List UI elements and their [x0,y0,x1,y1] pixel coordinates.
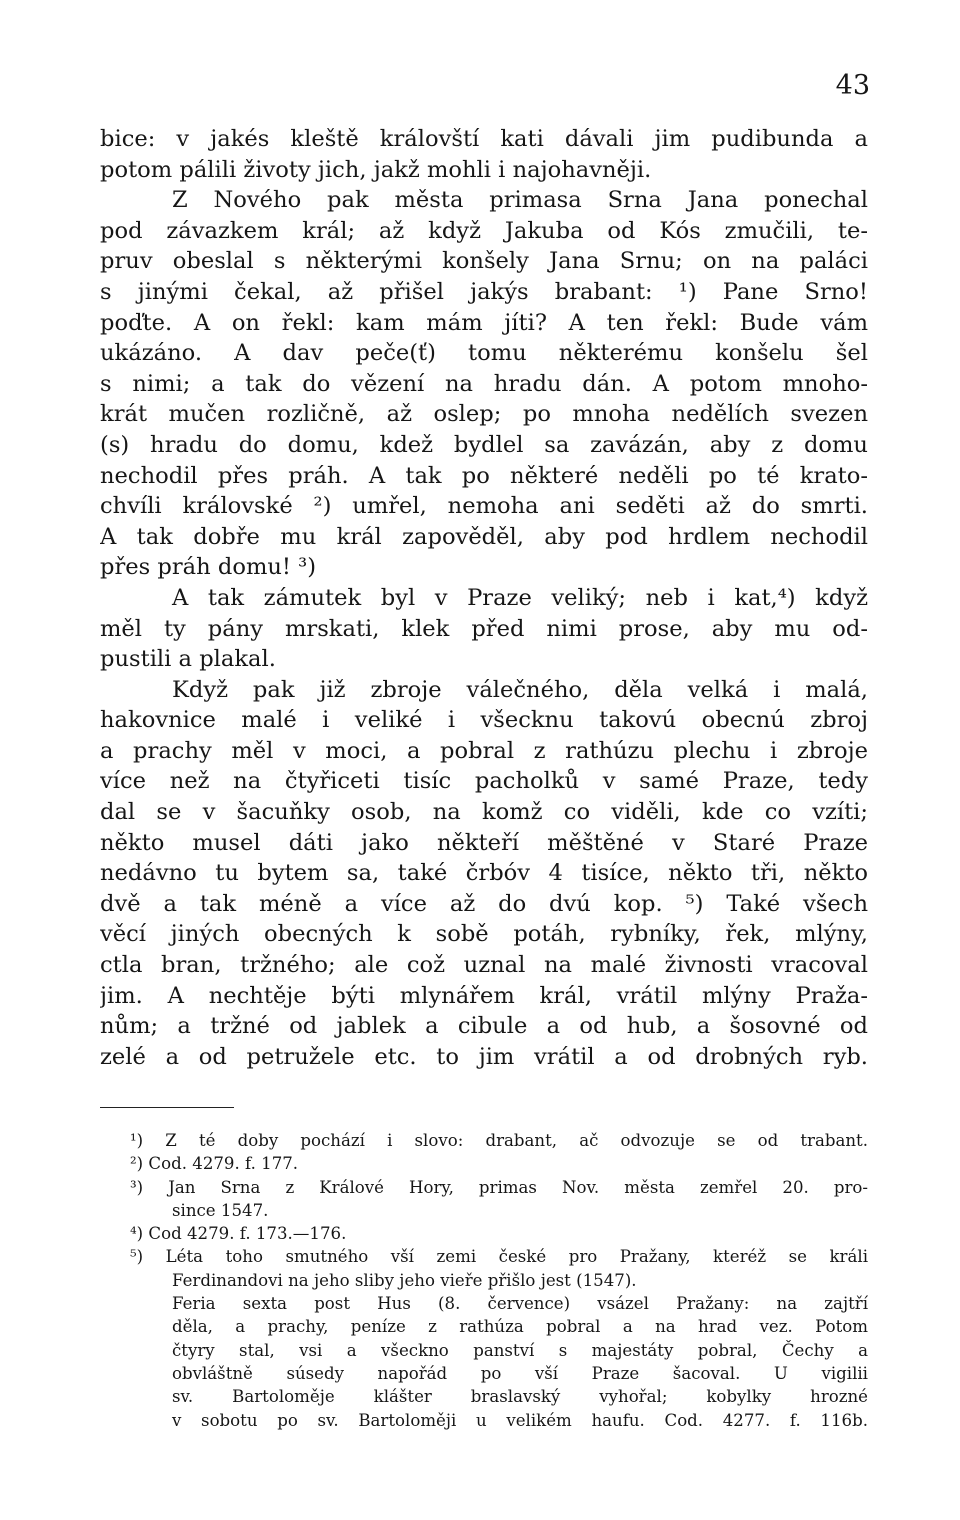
body-line: (s) hradu do domu, kdež bydlel sa zavázán, aby z domu [100,431,868,458]
body-line: dal se v šacuňky osob, na komž co viděli, kde co vzíti; [100,799,868,826]
body-line: a prachy měl v moci, a pobral z rathúzu plechu i zbroje [100,737,868,764]
body-line: A tak dobře mu král zapověděl, aby pod hrdlem nechodil [100,523,868,550]
body-line: přes práh domu! ³) [100,554,317,581]
body-line: s jinými čekal, až přišel jakýs brabant: ¹) Pane Srno! [100,278,868,305]
body-line: jim. A nechtěje býti mlynářem král, vrátil mlýny Praža- [100,982,868,1009]
body-line: hakovnice malé i veliké i všecknu takovú obecnú zbroj [100,707,868,734]
body-line: pruv obeslal s některými konšely Jana Srnu; on na paláci [100,248,868,275]
footnote-line: děla, a prachy, peníze z rathúza pobral a na hrad vez. Potom [172,1317,868,1337]
footnote-line: čtyry stal, vsi a všeckno panství s majestáty pobral, Čechy a [172,1340,868,1360]
body-line: ukázáno. A dav peče(ť) tomu některému konšelu šel [100,340,868,367]
body-line: věcí jiných obecných k sobě potáh, rybníky, řek, mlýny, [100,921,868,948]
body-line: pustili a plakal. [100,646,276,673]
body-line: bice: v jakés kleště královští kati dávali jim pudibunda a [100,126,868,152]
footnote-line: ⁴) Cod 4279. f. 173.—176. [130,1224,347,1244]
page-number: 43 [835,70,870,101]
body-line: měl ty pány mrskati, klek před nimi prose, aby mu od- [100,615,868,642]
footnote-line: obvláštně súsedy napořád po vší Praze šacoval. U vigilii [172,1363,868,1383]
body-line: Když pak již zbroje válečného, děla velká i malá, [172,676,868,703]
footnote-line: sv. Bartoloměje klášter braslavský vyhořal; kobylky hrozné [172,1387,868,1407]
body-line: dvě a tak méně a více až do dvú kop. ⁵) Také všech [100,890,868,917]
footnote-line: Ferdinandovi na jeho sliby jeho vieře přišlo jest (1547). [172,1270,637,1290]
body-line: chvíli královské ²) umřel, nemoha ani seděti až do smrti. [100,493,868,520]
footnote-separator-rule [100,1107,234,1108]
body-line: s nimi; a tak do vězení na hradu dán. A potom mnoho- [100,370,868,397]
body-line: někto musel dáti jako někteří měštěné v Staré Praze [100,829,868,856]
footnote-line: Feria sexta post Hus (8. července) vsázel Pražany: na zajtří [172,1294,868,1314]
body-line: nům; a tržné od jablek a cibule a od hub, a šosovné od [100,1013,868,1040]
body-line: nedávno tu bytem sa, také črbóv 4 tisíce, někto tři, někto [100,860,868,887]
footnote-line: v sobotu po sv. Bartoloměji u velikém haufu. Cod. 4277. f. 116b. [172,1410,868,1430]
body-line: A tak zámutek byl v Praze veliký; neb i kat,⁴) když [172,584,868,611]
body-line: krát mučen rozličně, až oslep; po mnoha nedělích svezen [100,401,868,428]
footnote-line: ³) Jan Srna z Králové Hory, primas Nov. města zemřel 20. pro- [130,1177,868,1197]
body-line: nechodil přes práh. A tak po některé neděli po té krato- [100,462,868,489]
footnote-line: ⁵) Léta toho smutného vší zemi české pro Pražany, kteréž se králi [130,1247,868,1267]
body-text [100,124,868,1072]
footnote-line: since 1547. [172,1200,269,1220]
footnote-line: ¹) Z té doby pochází i slovo: drabant, ač odvozuje se od trabant. [130,1131,868,1150]
footnote-line: ²) Cod. 4279. f. 177. [130,1154,299,1174]
body-line: zelé a od petružele etc. to jim vrátil a od drobných ryb. [100,1043,868,1070]
footnotes [130,1129,868,1432]
body-line: poďte. A on řekl: kam mám jíti? A ten řekl: Bude vám [100,309,868,336]
body-line: ctla bran, tržného; ale což uznal na malé živnosti vracoval [100,952,868,979]
body-line: pod závazkem král; až když Jakuba od Kós zmučili, te- [100,217,868,244]
body-line: Z Nového pak města primasa Srna Jana ponechal [172,187,868,214]
body-line: více než na čtyřiceti tisíc pacholků v samé Praze, tedy [100,768,868,795]
body-line: potom pálili životy jich, jakž mohli i najohavněji. [100,156,652,183]
